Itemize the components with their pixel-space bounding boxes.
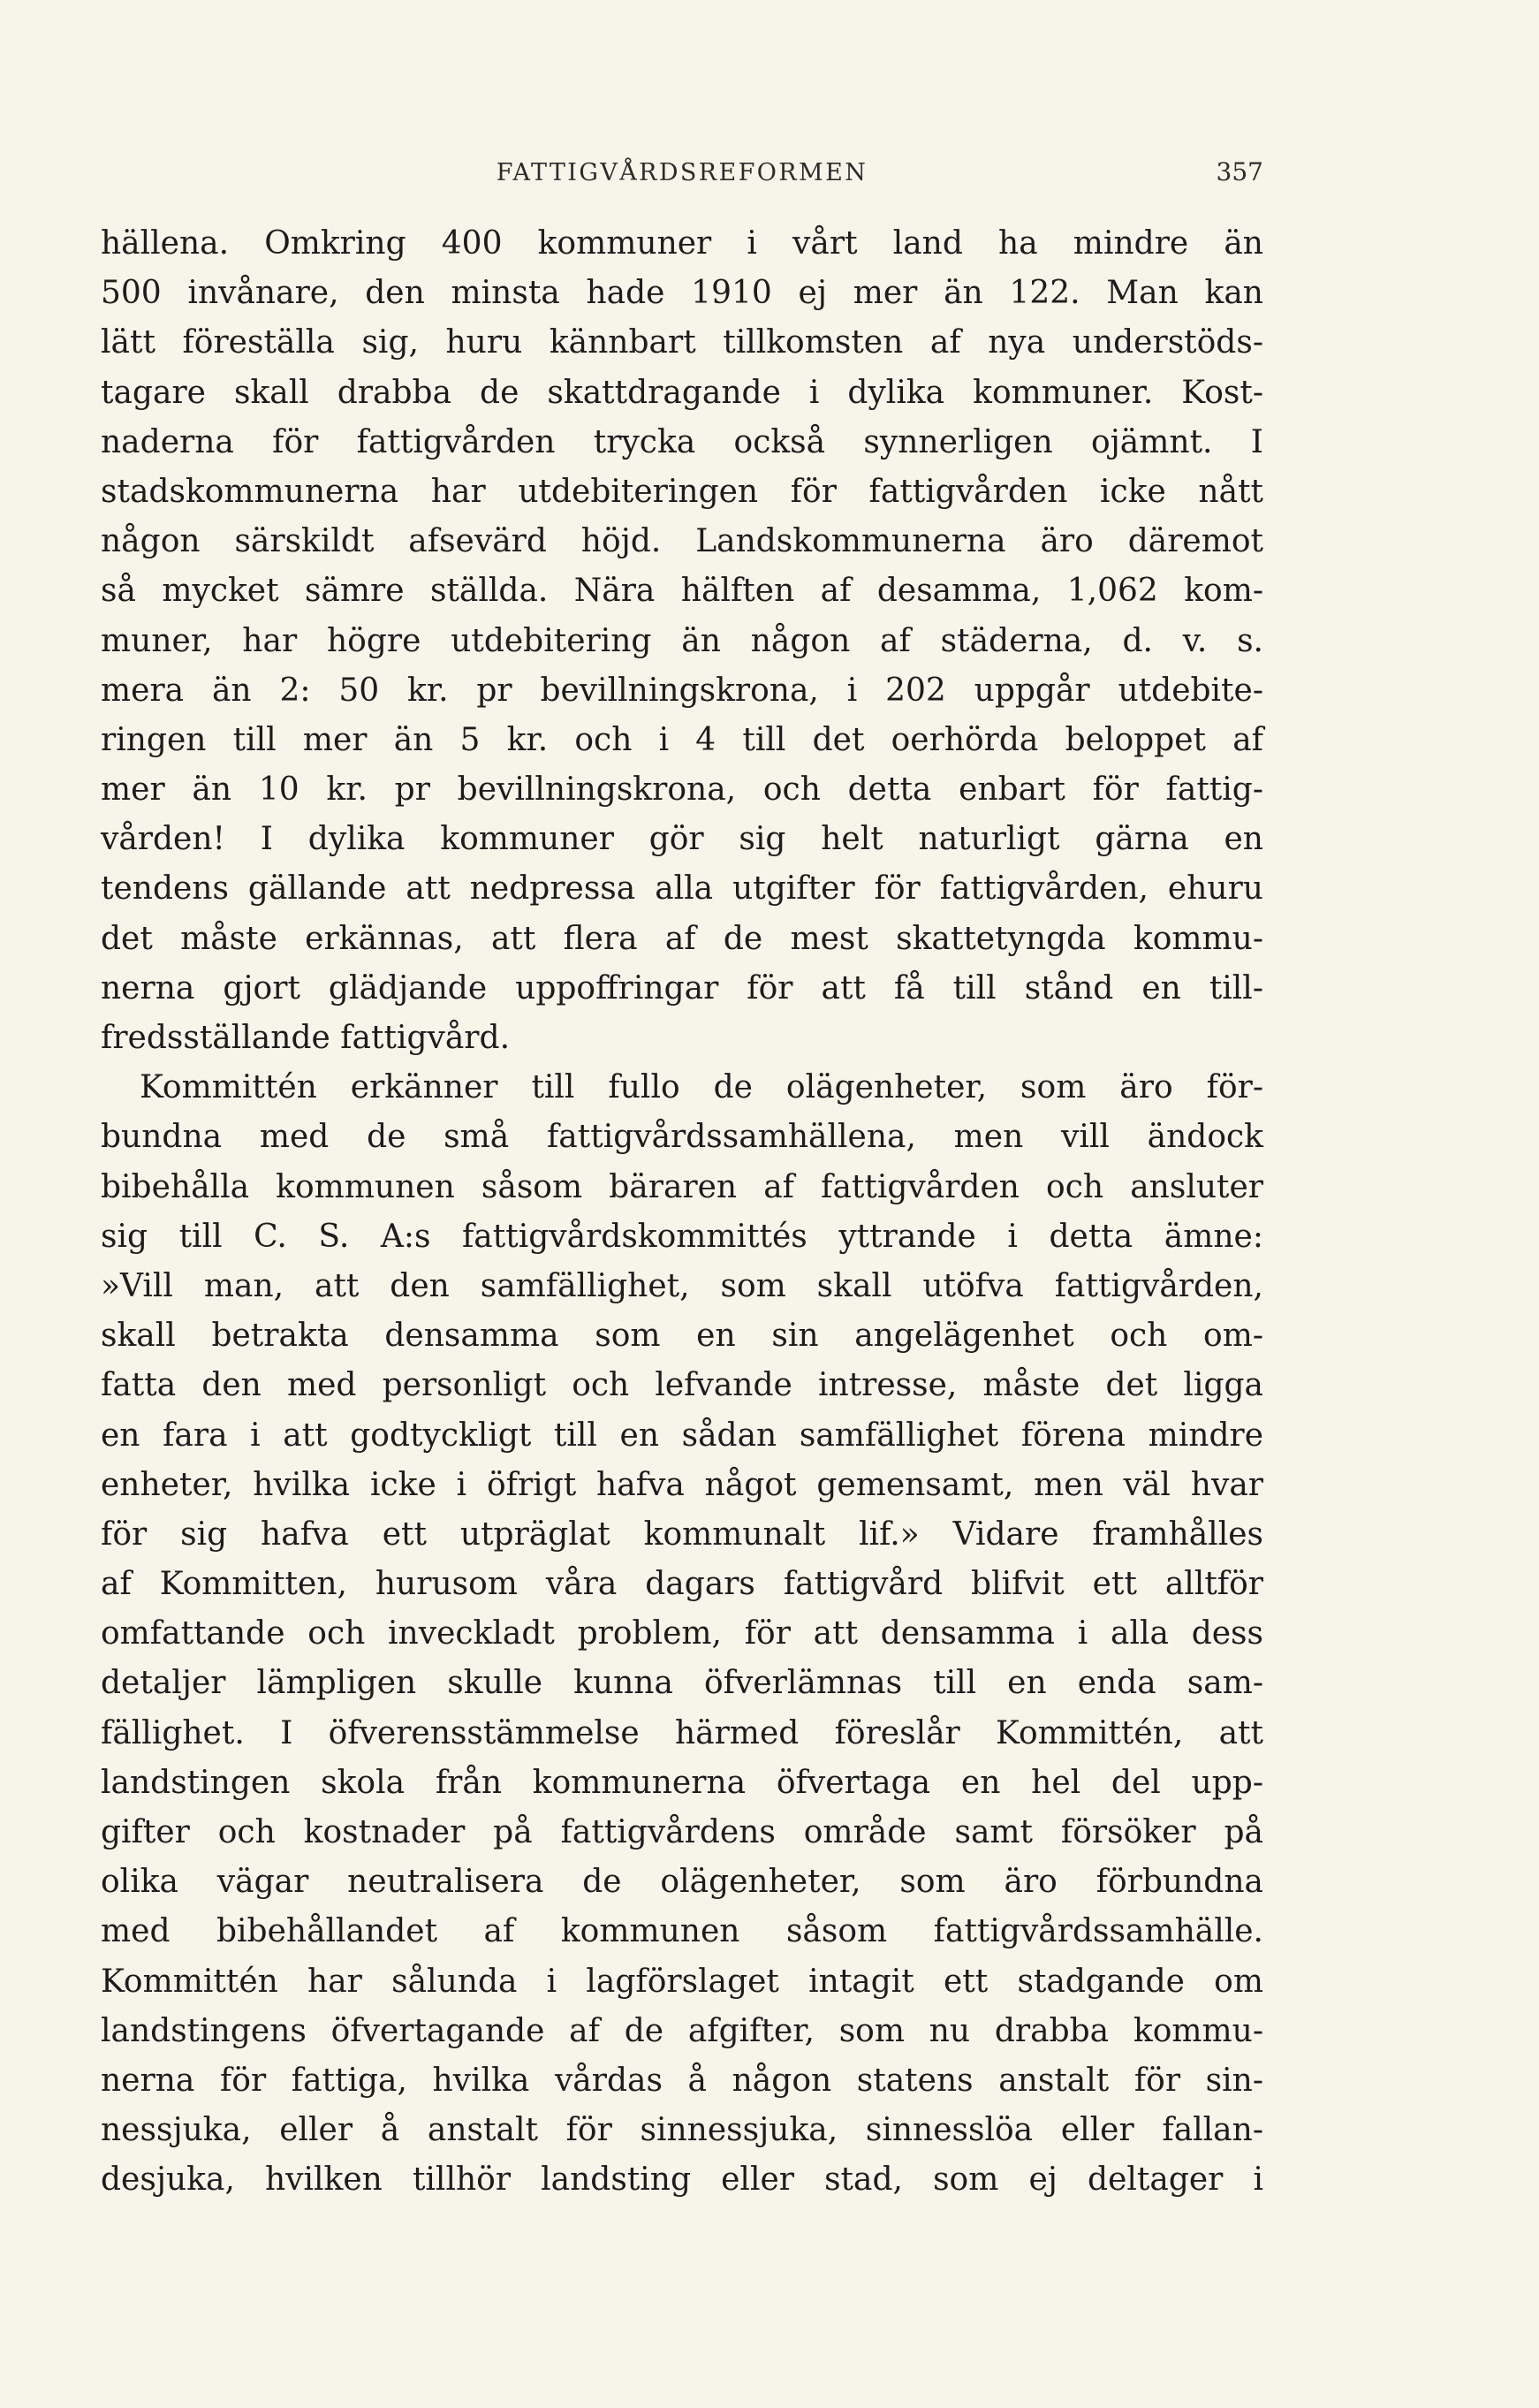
text-line: bibehålla kommunen såsom bäraren af fattigvården och ansluter (101, 1168, 1263, 1205)
text-line: gifter och kostnader på fattigvårdens område samt försöker på (101, 1814, 1263, 1850)
text-line: detaljer lämpligen skulle kunna öfverlämnas till en enda sam- (101, 1665, 1263, 1702)
text-line: mer än 10 kr. pr bevillningskrona, och detta enbart för fattig- (101, 771, 1263, 809)
text-line: tagare skall drabba de skattdragande i dylika kommuner. Kost- (101, 374, 1263, 411)
text-line: tendens gällande att nedpressa alla utgifter för fattigvården, ehuru (101, 870, 1263, 908)
paragraph-start-line: Kommittén erkänner till fullo de olägenheter, som äro för- (140, 1069, 1263, 1106)
text-line: nerna gjort glädjande uppoffringar för att få till stånd en till- (101, 969, 1263, 1006)
page-number: 357 (1216, 157, 1263, 186)
text-line: bundna med de små fattigvårdssamhällena, men vill ändock (101, 1119, 1263, 1156)
text-line: stadskommunerna har utdebiteringen för fattigvården icke nått (101, 473, 1263, 510)
text-line: så mycket sämre ställda. Nära hälften af desamma, 1,062 kom- (101, 573, 1263, 610)
text-line: det måste erkännas, att flera af de mest skattetyngda kommu- (101, 920, 1263, 957)
text-line: naderna för fattigvården trycka också synnerligen ojämnt. I (101, 423, 1263, 460)
text-line: sig till C. S. A:s fattigvårdskommittés yttrande i detta ämne: (101, 1218, 1263, 1255)
text-line: för sig hafva ett utpräglat kommunalt lif.» Vidare framhålles (101, 1515, 1263, 1553)
text-line: mera än 2: 50 kr. pr bevillningskrona, i 202 uppgår utdebite- (101, 672, 1263, 709)
paragraph-end-line: fredsställande fattigvård. (101, 1020, 511, 1056)
text-line: »Vill man, att den samfällighet, som skall utöfva fattigvården, (101, 1267, 1263, 1304)
text-line: af Kommitten, hurusom våra dagars fattigvård blifvit ett alltför (101, 1566, 1263, 1603)
text-line: nessjuka, eller å anstalt för sinnessjuka, sinnesslöa eller fallan- (101, 2112, 1263, 2149)
text-line: lätt föreställa sig, huru kännbart tillkomsten af nya understöds- (101, 324, 1263, 361)
text-line: skall betrakta densamma som en sin angelägenhet och om- (101, 1318, 1263, 1355)
text-line: enheter, hvilka icke i öfrigt hafva något gemensamt, men väl hvar (101, 1466, 1263, 1503)
body-text (101, 219, 1263, 2206)
text-line: en fara i att godtyckligt till en sådan samfällighet förena mindre (101, 1417, 1263, 1454)
text-line: omfattande och inveckladt problem, för att densamma i alla dess (101, 1615, 1263, 1652)
text-line: vården! I dylika kommuner gör sig helt naturligt gärna en (101, 821, 1263, 858)
text-line: hällena. Omkring 400 kommuner i vårt land ha mindre än (101, 225, 1263, 262)
running-title: FATTIGVÅRDSREFORMEN (496, 159, 868, 186)
text-line: nerna för fattiga, hvilka vårdas å någon statens anstalt för sin- (101, 2062, 1263, 2099)
text-line: desjuka, hvilken tillhör landsting eller stad, som ej deltager i (101, 2161, 1263, 2199)
text-line: fatta den med personligt och lefvande intresse, måste det ligga (101, 1367, 1263, 1404)
running-head (101, 157, 1263, 193)
text-line: olika vägar neutralisera de olägenheter, som äro förbundna (101, 1864, 1263, 1901)
text-line: landstingen skola från kommunerna öfvertaga en hel del upp- (101, 1764, 1263, 1801)
text-line: fällighet. I öfverensstämmelse härmed föreslår Kommittén, att (101, 1714, 1263, 1751)
text-line: ringen till mer än 5 kr. och i 4 till det oerhörda beloppet af (101, 721, 1263, 758)
text-line: någon särskildt afsevärd höjd. Landskommunerna äro däremot (101, 523, 1263, 560)
text-line: Kommittén har sålunda i lagförslaget intagit ett stadgande om (101, 1963, 1263, 2000)
text-line: 500 invånare, den minsta hade 1910 ej mer än 122. Man kan (101, 275, 1263, 312)
text-line: landstingens öfvertagande af de afgifter, som nu drabba kommu- (101, 2012, 1263, 2049)
text-line: muner, har högre utdebitering än någon af städerna, d. v. s. (101, 622, 1263, 659)
text-line: med bibehållandet af kommunen såsom fattigvårdssamhälle. (101, 1913, 1263, 1950)
